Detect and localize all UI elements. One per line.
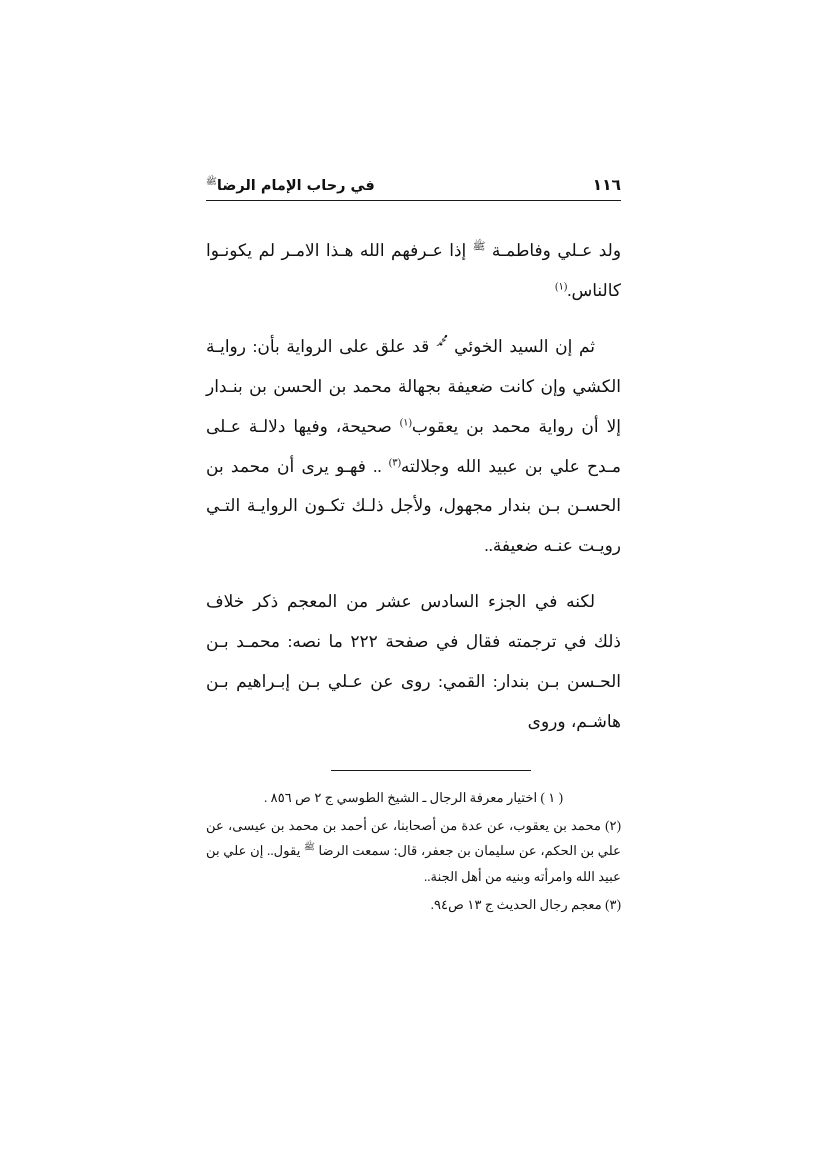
p2-line4a: علي بن عبيد الله وجلالته	[400, 456, 580, 476]
p3-line1: لكنه في الجزء السادس عشر من المعجم ذكر خلاف ذلك	[206, 592, 621, 652]
running-title	[206, 175, 375, 194]
p1-line1a: ولد عـلي وفاطمـة	[491, 240, 622, 260]
p2-line3b: صحيحة، وفيها دلالـة عـلى مـدح	[206, 416, 621, 476]
honorific-icon: ﷺ	[206, 177, 217, 187]
footnote-item-1: ( ١ ) اختيار معرفة الرجال ـ الشيخ الطوسي ج ٢ ص ٨٥٦ .	[264, 790, 563, 805]
footnote-item-2	[206, 813, 621, 890]
page-number: ١١٦	[592, 175, 621, 194]
footnote-list	[206, 785, 621, 918]
p2-line5: بندار مجهول، ولأجل ذلـك تكـون الروايـة التـي رويـت عنـه	[206, 496, 621, 556]
running-header	[206, 175, 621, 194]
footnote-divider	[331, 770, 531, 771]
paragraph-1	[206, 231, 621, 311]
p1-line2: كالناس.	[567, 280, 621, 300]
p3-line3: بندار: القمي: روى عن عـلي بـن إبـراهيم بـن هاشـم، وروى	[206, 672, 621, 732]
p2-line2: الكشي وإن كانت ضعيفة بجهالة محمد بن الحسن بن بنـدار إلا	[206, 376, 621, 436]
fn2-line1: (٢) محمد بن يعقوب، عن عدة من أصحابنا، عن أحمد بن محمد بن	[270, 817, 622, 833]
p2-line6: ضعيفة..	[484, 536, 539, 556]
body-text	[206, 231, 621, 742]
fn2-line2: عيسى، عن علي بن الحكم، عن سليمان بن جعفر، قال: سمعت الرضا	[206, 817, 621, 859]
fn2-line3: يقول.. إن علي بن عبيد الله وامرأته وبنيه من أهل الجنة..	[206, 843, 621, 885]
honorific-icon: ﷴ	[435, 337, 448, 349]
header-divider	[206, 200, 621, 201]
footnote-ref-3[interactable]: (٣)	[388, 456, 401, 468]
p3-line2: في ترجمته فقال في صفحة ٢٢٢ ما نصه: محمـد بـن الحـسن بـن	[206, 632, 621, 692]
footnotes-section	[206, 770, 621, 920]
honorific-icon: ﷺ	[472, 241, 486, 253]
running-title-text: في رحاب الإمام الرضا	[216, 177, 375, 194]
honorific-icon: ﷺ	[303, 842, 315, 853]
footnote-item-3: (٣) معجم رجال الحديث ج ١٣ ص٩٤.	[430, 896, 621, 912]
paragraph-2	[206, 327, 621, 567]
p2-line4b: .. فهـو يرى أن محمد بن الحسـن بـن	[206, 456, 621, 516]
p2-line1b: قد علق على الرواية بأن: روايـة	[206, 336, 430, 356]
footnote-ref-1[interactable]: (١)	[555, 281, 568, 293]
paragraph-3	[206, 582, 621, 742]
p1-line1b: إذا عـرفهم الله هـذا الامـر لم يكونـوا	[206, 240, 467, 260]
footnote-ref-2[interactable]: (١)	[399, 416, 412, 428]
p2-line3a: أن رواية محمد بن يعقوب	[411, 416, 599, 436]
p2-line1a: ثم إن السيد الخوئي	[454, 336, 596, 356]
page-content	[206, 175, 621, 758]
